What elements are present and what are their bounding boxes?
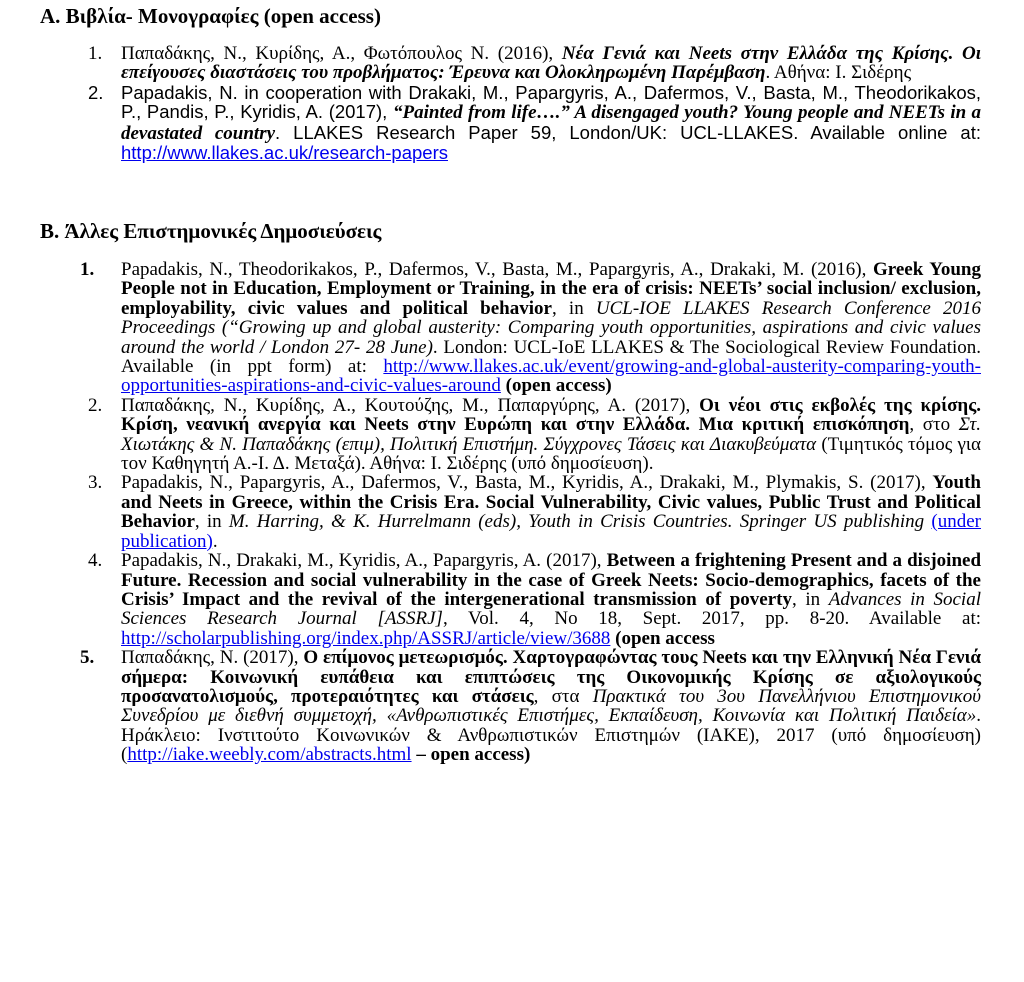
item-number: 3.: [88, 472, 103, 494]
item-access: (open access): [500, 375, 612, 397]
item-authors: Παπαδάκης, Ν. (2017),: [121, 647, 304, 669]
item-venue: Advances in Social Sciences Research Journal [ASSRJ]: [121, 588, 981, 630]
item-venue: Στ. Χιωτάκης & Ν. Παπαδάκης (επιμ), Πολιτική Επιστήμη. Σύγχρονες Τάσεις και Διακυβεύματα: [121, 414, 981, 455]
item-details: . Ηράκλειο: Ινστιτούτο Κοινωνικών & Ανθρωπιστικών Επιστημών (ΙΑΚΕ), 2017 (υπό δημοσίευση) (: [121, 705, 981, 766]
item-authors: Papadakis, N., Drakaki, M., Kyridis, A., Papargyris, A. (2017),: [121, 550, 607, 572]
item-connector: , in: [792, 588, 829, 610]
item-venue: M. Harring, & K. Hurrelmann (eds), Youth in Crisis Countries. Springer US publishing: [228, 511, 925, 533]
list-item: [0, 396, 981, 474]
item-number: 2.: [88, 81, 104, 103]
item-publisher: . LLAKES Research Paper 59, London/UK: UCL-LLAKES. Available online at:: [275, 121, 981, 143]
item-authors: Papadakis, N., Theodorikakos, P., Dafermos, V., Basta, M., Papargyris, A., Drakaki, M. (2016),: [121, 259, 873, 280]
item-title: Ο επίμονος μετεωρισμός. Χαρτογραφώντας τους Neets και την Ελληνική Νέα Γενιά σήμερα: Κοινωνική ευπάθεια και επιπτώσεις της Οικονομικής Κρίσης σε αξιολογικούς προσανατολισμούς, προτεραιότητες και στάσεις: [121, 647, 981, 707]
list-item: [0, 44, 981, 83]
assrj-article-link[interactable]: http://scholarpublishing.org/index.php/ASSRJ/article/view/3688: [121, 627, 611, 649]
item-number: 1.: [80, 259, 95, 280]
item-number: 5.: [80, 647, 95, 669]
item-venue: Πρακτικά του 3ου Πανελλήνιου Επιστημονικού Συνεδρίου με διεθνή συμμετοχή, «Ανθρωπιστικές Επιστήμες, Εκπαίδευση, Κοινωνία και Πολιτική Παιδεία»: [121, 685, 982, 727]
item-authors: Papadakis, N., Papargyris, A., Dafermos, V., Basta, M., Kyridis, A., Drakaki, M., Plymakis, S. (2017),: [121, 472, 933, 494]
item-connector: , στο: [909, 414, 959, 436]
item-title: Νέα Γενιά και Neets στην Ελλάδα της Κρίσης. Οι επείγουσες διαστάσεις του προβλήματος: Έρευνα και Ολοκληρωμένη Παρέμβαση: [121, 43, 981, 84]
item-access: (open access: [610, 627, 715, 649]
item-details: (Τιμητικός τόμος για τον Καθηγητή Α.-Ι. Δ. Μεταξά). Αθήνα: Ι. Σιδέρης (υπό δημοσίευση).: [121, 433, 981, 475]
item-authors: Παπαδάκης, Ν., Κυρίδης, Α., Φωτόπουλος Ν. (2016),: [121, 43, 562, 64]
iake-abstracts-link[interactable]: http://iake.weebly.com/abstracts.html: [127, 744, 412, 766]
item-venue: UCL-IOE LLAKES Research Conference 2016 Proceedings (“Growing up and global austerity: Comparing youth opportunities, aspirations and civic values around the world / London 27- 28 June): [121, 297, 981, 358]
item-connector: , στα: [533, 685, 593, 707]
list-item: [0, 473, 981, 551]
section-a-heading: A. Βιβλία- Μονογραφίες (open access): [40, 4, 381, 28]
item-access: – open access): [411, 744, 531, 766]
item-end: .: [212, 530, 218, 552]
monographs-list: [0, 44, 1024, 162]
item-number: 4.: [88, 550, 103, 572]
list-item: [0, 260, 981, 396]
item-connector: , in: [551, 297, 596, 319]
list-item: [0, 551, 981, 648]
item-details: , Vol. 4, No 18, Sept. 2017, pp. 8-20. Available at:: [442, 608, 981, 630]
list-item: [0, 83, 981, 163]
item-title: “Painted from life….” A disengaged youth? Young people and NEETs in a devastated country: [121, 102, 981, 144]
item-title: Youth and Neets in Greece, within the Crisis Era. Social Vulnerability, Civic values, Public Trust and Political Behavior: [121, 472, 981, 533]
item-title: Between a frightening Present and a disjoined Future. Recession and social vulnerability in the case of Greek Neets: Socio-demographics, facets of the Crisis’ Impact and the revival of the intergenerational transmission of poverty: [121, 550, 982, 610]
item-authors: Παπαδάκης, Ν., Κυρίδης, Α., Κουτούζης, Μ., Παπαργύρης, Α. (2017),: [121, 394, 700, 416]
item-title: Οι νέοι στις εκβολές της κρίσης. Κρίση, νεανική ανεργία και Neets στην Ευρώπη και στην Ελλάδα. Μια κριτική επισκόπηση: [121, 394, 981, 436]
under-publication-link[interactable]: (under publication): [121, 511, 981, 552]
list-item: [0, 648, 981, 764]
item-connector: , in: [194, 511, 229, 533]
item-title: Greek Young People not in Education, Employment or Training, in the era of crisis: NEETs’ social inclusion/ exclusion, employability, civic values and political behavior: [121, 259, 981, 319]
item-authors: Papadakis, N. in cooperation with Drakaki, M., Papargyris, A., Dafermos, V., Basta, M., Theodorikakos, P., Pandis, P., Kyridis, A. (2017),: [121, 81, 981, 123]
llakes-event-link[interactable]: http://www.llakes.ac.uk/event/growing-and-global-austerity-comparing-youth-opportunities-aspirations-and-civic-values-around: [121, 356, 981, 397]
llakes-papers-link[interactable]: http://www.llakes.ac.uk/research-papers: [121, 142, 448, 164]
item-number: 1.: [88, 43, 103, 64]
item-details: . London: UCL-IoE LLAKES & The Sociological Review Foundation. Available (in ppt form) at:: [121, 336, 981, 378]
publications-list: [0, 260, 1024, 765]
section-b-heading: B. Άλλες Επιστημονικές Δημοσιεύσεις: [40, 219, 382, 243]
item-publisher: . Αθήνα: Ι. Σιδέρης: [765, 62, 912, 84]
item-number: 2.: [88, 394, 103, 416]
